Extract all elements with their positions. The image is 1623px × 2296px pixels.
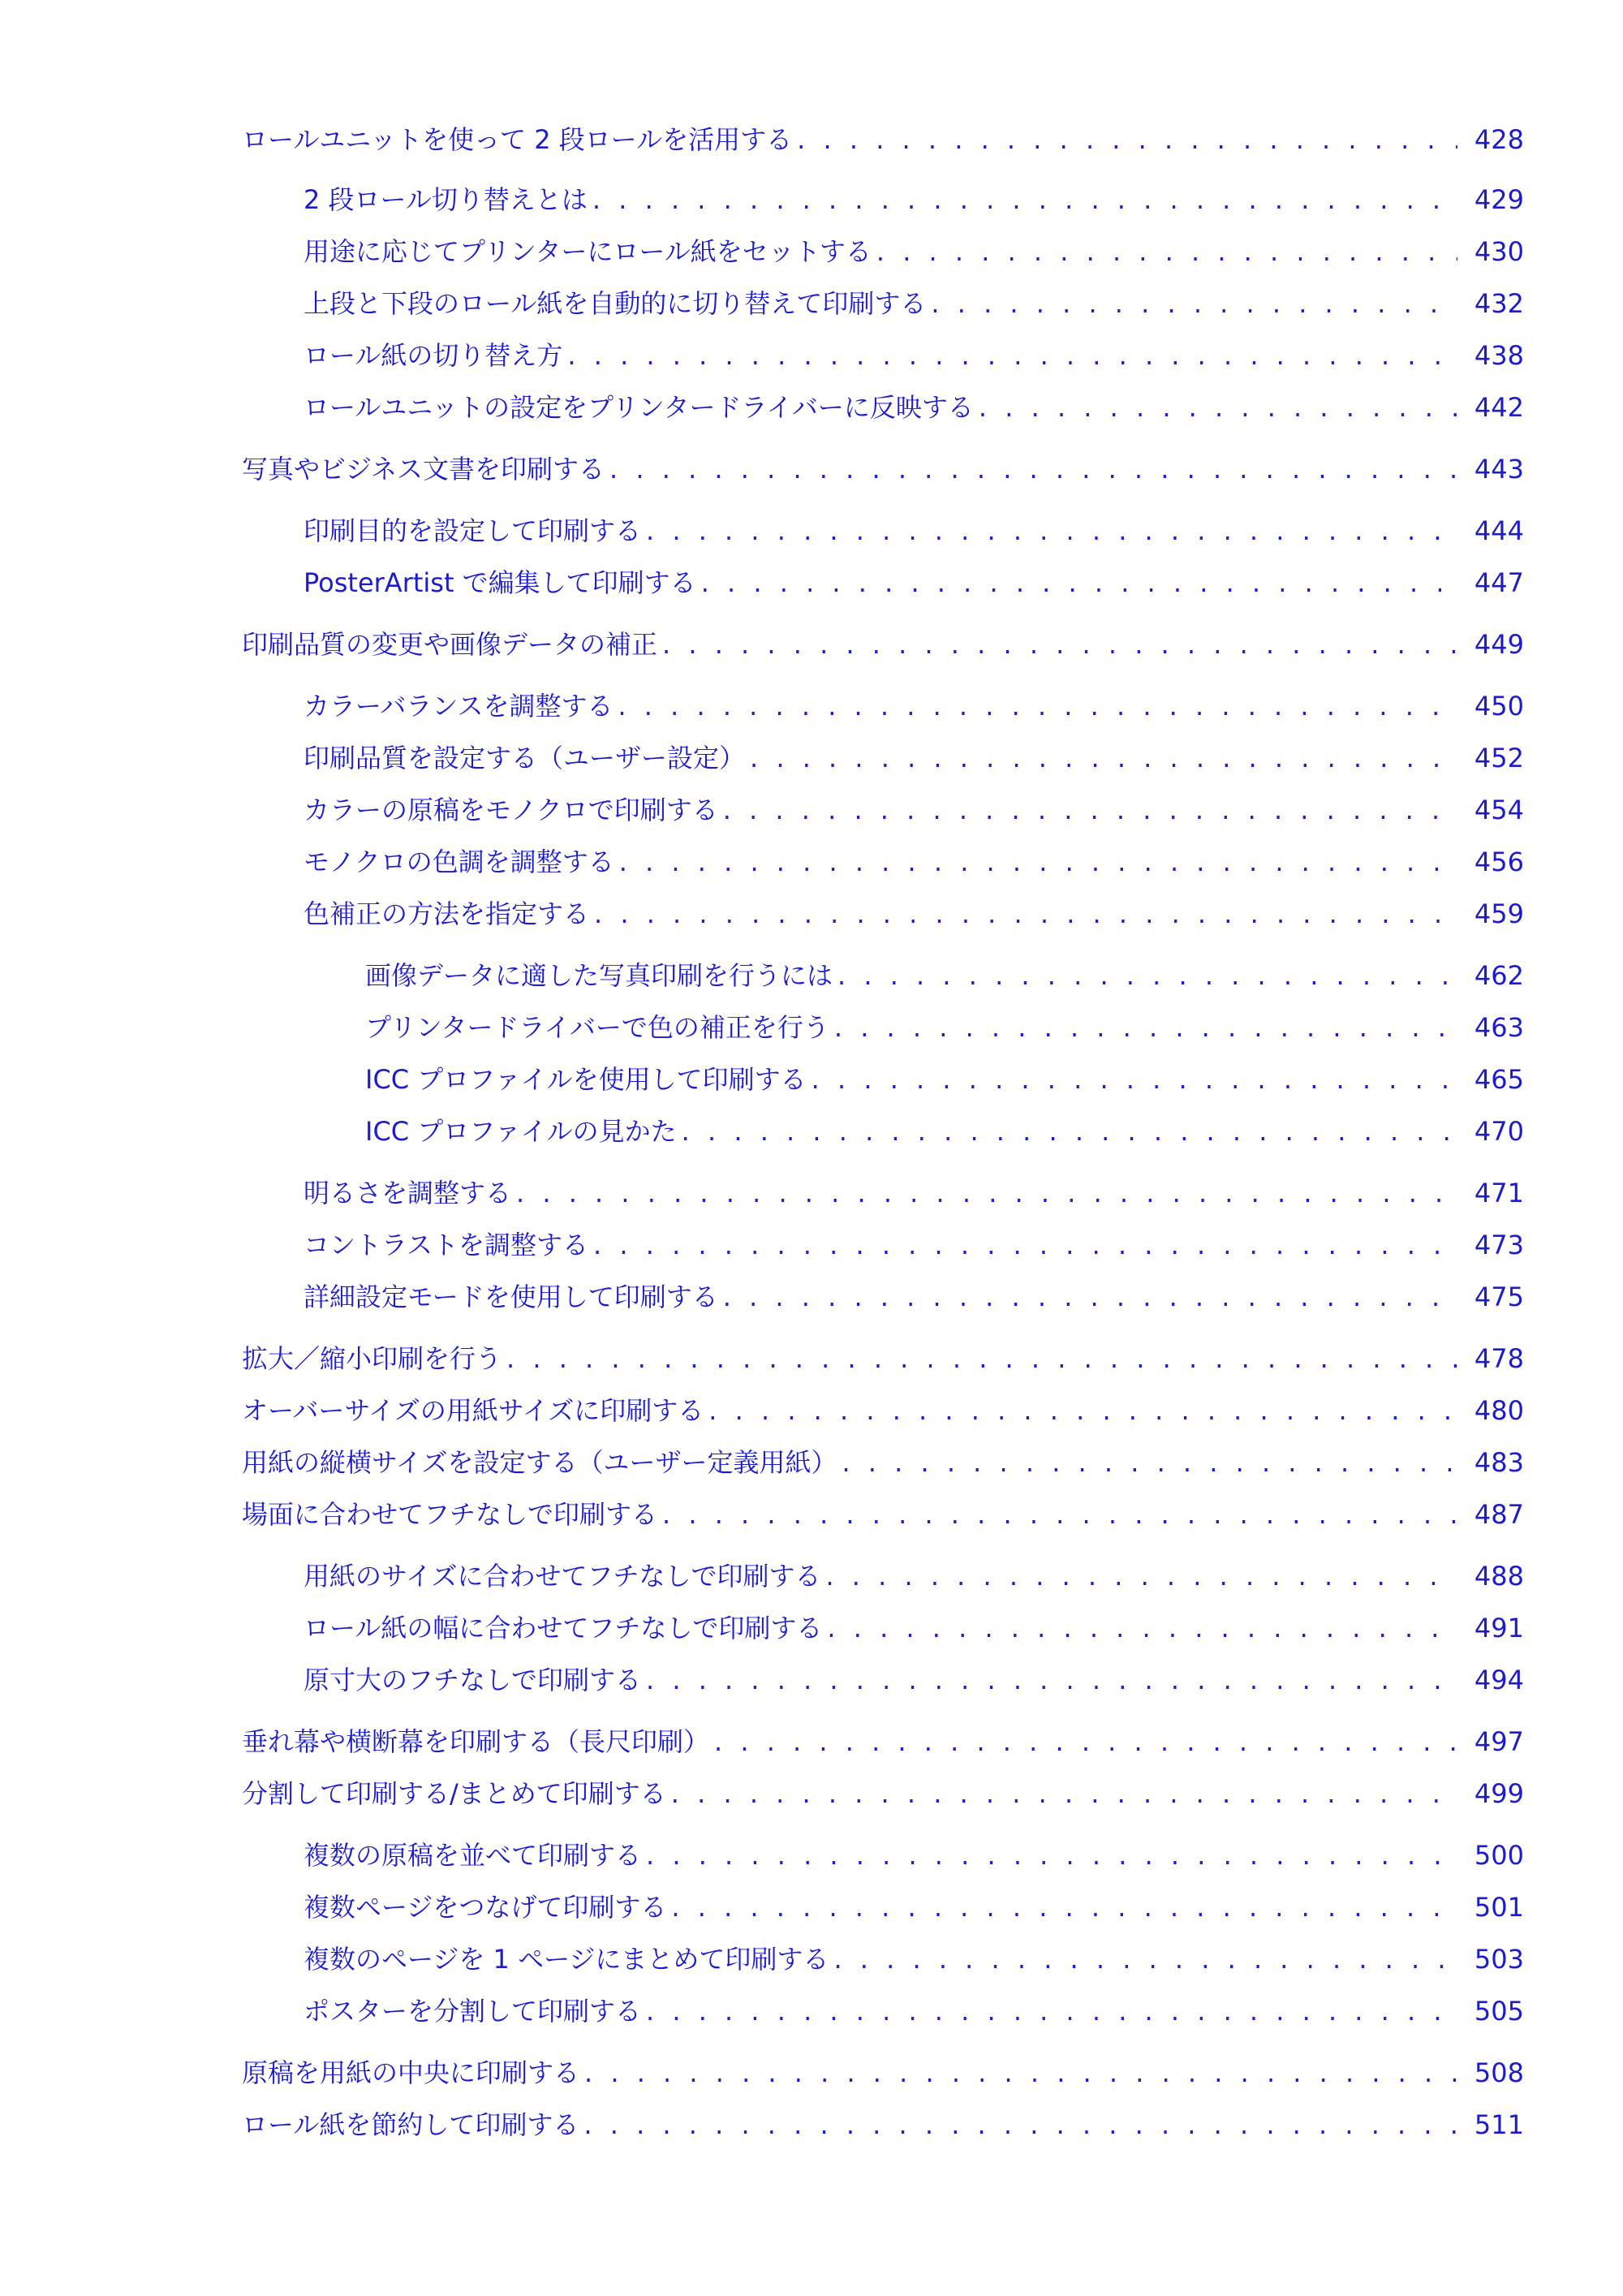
toc-entry-title: ICC プロファイルの見かた xyxy=(365,1116,677,1147)
toc-entry-page-number: 511 xyxy=(1474,2109,1524,2140)
toc-entry-page-number: 491 xyxy=(1474,1613,1524,1643)
dot-leader xyxy=(701,563,1457,602)
toc-entry[interactable] xyxy=(304,232,1524,271)
toc-entry-title: 複数の原稿を並べて印刷する xyxy=(304,1840,642,1871)
toc-entry[interactable] xyxy=(304,388,1524,427)
toc-entry-title: カラーの原稿をモノクロで印刷する xyxy=(304,795,718,825)
toc-entry-title: 拡大／縮小印刷を行う xyxy=(242,1343,502,1374)
toc-entry-title: 写真やビジネス文書を印刷する xyxy=(242,454,605,485)
toc-entry[interactable] xyxy=(365,1112,1524,1151)
toc-entry-page-number: 473 xyxy=(1474,1230,1524,1260)
toc-entry[interactable] xyxy=(304,790,1524,829)
toc-entry-title: 印刷品質を設定する（ユーザー設定） xyxy=(304,743,746,773)
toc-entry-page-number: 462 xyxy=(1474,960,1524,991)
dot-leader xyxy=(682,1112,1457,1151)
toc-entry[interactable] xyxy=(304,1277,1524,1316)
dot-leader xyxy=(618,687,1457,726)
toc-entry-page-number: 480 xyxy=(1474,1395,1524,1426)
toc-entry[interactable] xyxy=(304,1557,1524,1596)
dot-leader xyxy=(750,739,1457,778)
dot-leader xyxy=(662,625,1457,664)
dot-leader xyxy=(812,1060,1457,1099)
dot-leader xyxy=(646,511,1457,550)
toc-entry-page-number: 508 xyxy=(1474,2057,1524,2088)
toc-entry-page-number: 442 xyxy=(1474,392,1524,423)
toc-entry[interactable] xyxy=(242,625,1524,664)
toc-entry-title: 2 段ロール切り替えとは xyxy=(304,184,588,215)
toc-entry-page-number: 456 xyxy=(1474,846,1524,877)
dot-leader xyxy=(592,180,1457,219)
toc-entry-page-number: 471 xyxy=(1474,1178,1524,1208)
toc-entry-title: ポスターを分割して印刷する xyxy=(304,1996,642,2027)
toc-entry-title: 用紙のサイズに合わせてフチなしで印刷する xyxy=(304,1561,821,1592)
dot-leader xyxy=(646,1836,1457,1875)
toc-entry-page-number: 470 xyxy=(1474,1116,1524,1147)
toc-entry-page-number: 428 xyxy=(1474,124,1524,155)
toc-entry-title: 場面に合わせてフチなしで印刷する xyxy=(242,1499,658,1530)
toc-entry-page-number: 497 xyxy=(1474,1726,1524,1757)
toc-entry[interactable] xyxy=(365,1060,1524,1099)
toc-entry[interactable] xyxy=(304,1174,1524,1213)
toc-entry-page-number: 483 xyxy=(1474,1447,1524,1478)
toc-entry[interactable] xyxy=(242,1443,1524,1482)
toc-entry-title: 上段と下段のロール紙を自動的に切り替えて印刷する xyxy=(304,288,927,319)
toc-entry-title: ロール紙の切り替え方 xyxy=(304,340,563,371)
toc-entry[interactable] xyxy=(304,180,1524,219)
toc-entry-title: 用紙の縦横サイズを設定する（ユーザー定義用紙） xyxy=(242,1447,837,1478)
toc-entry[interactable] xyxy=(304,842,1524,881)
toc-entry-page-number: 500 xyxy=(1474,1840,1524,1871)
toc-entry-title: ロールユニットの設定をプリンタードライバーに反映する xyxy=(304,392,974,423)
dot-leader xyxy=(516,1174,1457,1213)
dot-leader xyxy=(583,2105,1457,2144)
toc-entry-page-number: 432 xyxy=(1474,288,1524,319)
toc-entry[interactable] xyxy=(242,1391,1524,1430)
dot-leader xyxy=(708,1391,1457,1430)
dot-leader xyxy=(609,450,1457,489)
dot-leader xyxy=(842,1443,1457,1482)
toc-entry[interactable] xyxy=(304,1888,1524,1927)
dot-leader xyxy=(825,1557,1457,1596)
dot-leader xyxy=(834,1008,1457,1047)
toc-entry-title: PosterArtist で編集して印刷する xyxy=(304,567,696,598)
toc-entry-page-number: 487 xyxy=(1474,1499,1524,1530)
toc-entry-page-number: 488 xyxy=(1474,1561,1524,1592)
toc-entry-title: 画像データに適した写真印刷を行うには xyxy=(365,960,833,991)
toc-entry[interactable] xyxy=(242,120,1524,159)
toc-entry[interactable] xyxy=(304,1226,1524,1264)
toc-entry-page-number: 452 xyxy=(1474,743,1524,773)
toc-entry-page-number: 454 xyxy=(1474,795,1524,825)
toc-entry-title: オーバーサイズの用紙サイズに印刷する xyxy=(242,1395,704,1426)
toc-entry[interactable] xyxy=(304,1661,1524,1699)
toc-entry-title: プリンタードライバーで色の補正を行う xyxy=(365,1012,829,1043)
toc-entry-title: モノクロの色調を調整する xyxy=(304,846,614,877)
toc-entry[interactable] xyxy=(304,1609,1524,1648)
dot-leader xyxy=(979,388,1457,427)
dot-leader xyxy=(671,1888,1457,1927)
toc-entry[interactable] xyxy=(304,1992,1524,2031)
toc-entry[interactable] xyxy=(242,1495,1524,1534)
toc-entry[interactable] xyxy=(242,1339,1524,1378)
toc-entry-page-number: 447 xyxy=(1474,567,1524,598)
toc-entry[interactable] xyxy=(304,284,1524,323)
toc-entry-page-number: 438 xyxy=(1474,340,1524,371)
toc-entry-page-number: 444 xyxy=(1474,515,1524,546)
dot-leader xyxy=(593,1226,1457,1264)
toc-entry[interactable] xyxy=(242,2053,1524,2092)
dot-leader xyxy=(714,1722,1457,1761)
toc-entry[interactable] xyxy=(365,1008,1524,1047)
dot-leader xyxy=(619,842,1457,881)
dot-leader xyxy=(506,1339,1457,1378)
toc-entry-page-number: 449 xyxy=(1474,629,1524,660)
toc-entry[interactable] xyxy=(304,336,1524,375)
toc-entry-title: ロールユニットを使って 2 段ロールを活用する xyxy=(242,124,793,155)
toc-entry-title: ロール紙の幅に合わせてフチなしで印刷する xyxy=(304,1613,823,1643)
dot-leader xyxy=(876,232,1457,271)
dot-leader xyxy=(827,1609,1457,1648)
toc-entry-title: 原稿を用紙の中央に印刷する xyxy=(242,2057,580,2088)
toc-entry-page-number: 443 xyxy=(1474,454,1524,485)
toc-entry-title: 複数のページを 1 ページにまとめて印刷する xyxy=(304,1944,829,1975)
dot-leader xyxy=(671,1774,1457,1813)
toc-entry[interactable] xyxy=(304,563,1524,602)
toc-entry[interactable] xyxy=(242,1774,1524,1813)
dot-leader xyxy=(723,790,1457,829)
dot-leader xyxy=(723,1277,1457,1316)
toc-entry-title: 詳細設定モードを使用して印刷する xyxy=(304,1282,718,1312)
dot-leader xyxy=(931,284,1457,323)
dot-leader xyxy=(833,1940,1457,1979)
dot-leader xyxy=(837,956,1457,995)
toc-entry-title: ICC プロファイルを使用して印刷する xyxy=(365,1064,807,1095)
toc-entry[interactable] xyxy=(304,511,1524,550)
toc-entry[interactable] xyxy=(304,1836,1524,1875)
toc-entry-title: 垂れ幕や横断幕を印刷する（長尺印刷） xyxy=(242,1726,710,1757)
dot-leader xyxy=(646,1992,1457,2031)
dot-leader xyxy=(662,1495,1457,1534)
dot-leader xyxy=(797,120,1457,159)
toc-entry[interactable] xyxy=(304,687,1524,726)
toc-entry-page-number: 505 xyxy=(1474,1996,1524,2027)
toc-entry-title: 印刷目的を設定して印刷する xyxy=(304,515,642,546)
toc-entry[interactable] xyxy=(242,2105,1524,2144)
dot-leader xyxy=(567,336,1457,375)
toc-entry-title: 色補正の方法を指定する xyxy=(304,898,590,929)
toc-entry-page-number: 465 xyxy=(1474,1064,1524,1095)
toc-entry-title: 用途に応じてプリンターにロール紙をセットする xyxy=(304,236,872,267)
toc-entry[interactable] xyxy=(242,450,1524,489)
toc-entry-title: カラーバランスを調整する xyxy=(304,691,613,722)
toc-entry-title: 分割して印刷する/まとめて印刷する xyxy=(242,1778,666,1809)
toc-entry-page-number: 459 xyxy=(1474,898,1524,929)
toc-entry[interactable] xyxy=(304,739,1524,778)
toc-entry-page-number: 463 xyxy=(1474,1012,1524,1043)
toc-entry-title: 原寸大のフチなしで印刷する xyxy=(304,1665,642,1695)
toc-entry-page-number: 450 xyxy=(1474,691,1524,722)
toc-entry-page-number: 503 xyxy=(1474,1944,1524,1975)
toc-entry-title: コントラストを調整する xyxy=(304,1230,589,1260)
dot-leader xyxy=(646,1661,1457,1699)
toc-entry-title: ロール紙を節約して印刷する xyxy=(242,2109,579,2140)
toc-entry-page-number: 429 xyxy=(1474,184,1524,215)
toc-entry-page-number: 499 xyxy=(1474,1778,1524,1809)
toc-entry[interactable] xyxy=(304,1940,1524,1979)
toc-entry[interactable] xyxy=(304,894,1524,933)
toc-entry[interactable] xyxy=(242,1722,1524,1761)
toc-entry-page-number: 478 xyxy=(1474,1343,1524,1374)
dot-leader xyxy=(584,2053,1457,2092)
toc-entry-title: 明るさを調整する xyxy=(304,1178,512,1208)
toc-entry[interactable] xyxy=(365,956,1524,995)
toc-entry-page-number: 501 xyxy=(1474,1892,1524,1923)
dot-leader xyxy=(594,894,1457,933)
toc-entry-page-number: 475 xyxy=(1474,1282,1524,1312)
toc-entry-page-number: 494 xyxy=(1474,1665,1524,1695)
toc-entry-title: 印刷品質の変更や画像データの補正 xyxy=(242,629,658,660)
toc-entry-title: 複数ページをつなげて印刷する xyxy=(304,1892,667,1923)
toc-entry-page-number: 430 xyxy=(1474,236,1524,267)
